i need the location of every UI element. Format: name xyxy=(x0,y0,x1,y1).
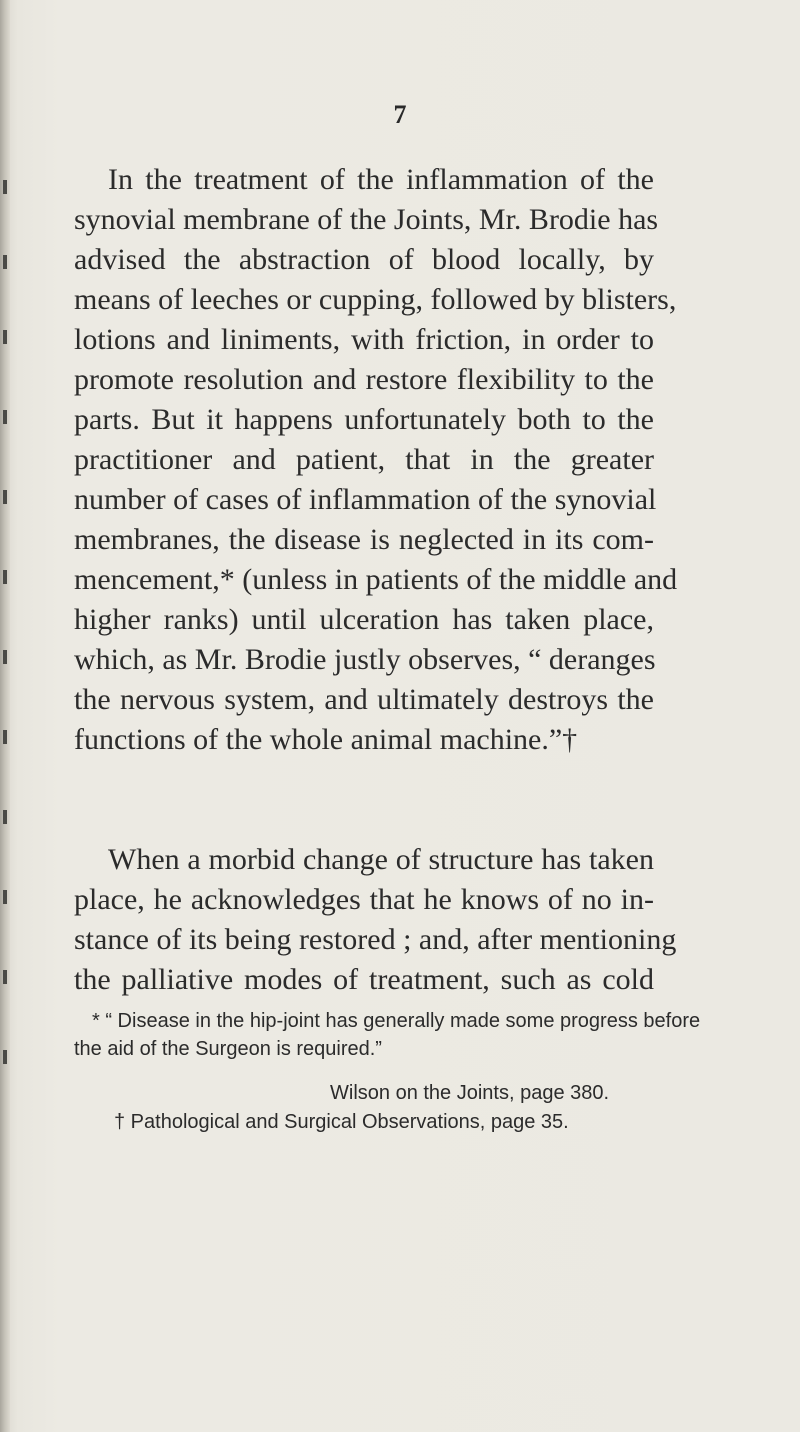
binding-mark xyxy=(3,180,7,194)
text-line: promote resolution and restore flexibility to the xyxy=(74,363,654,396)
text-line: practitioner and patient, that in the greater xyxy=(74,443,654,476)
binding-mark xyxy=(3,650,7,664)
binding-mark xyxy=(3,810,7,824)
binding-mark xyxy=(3,890,7,904)
text-line: functions of the whole animal machine.”† xyxy=(74,723,578,756)
text-line: synovial membrane of the Joints, Mr. Brodie has xyxy=(74,203,659,236)
binding-mark xyxy=(3,255,7,269)
text-line: When a morbid change of structure has taken xyxy=(108,843,654,876)
text-line: higher ranks) until ulceration has taken place, xyxy=(74,603,654,636)
text-line: which, as Mr. Brodie justly observes, “ deranges xyxy=(74,643,656,676)
binding-mark xyxy=(3,330,7,344)
page-number: 7 xyxy=(393,100,407,129)
footnote-text: † Pathological and Surgical Observations, page 35. xyxy=(114,1111,569,1133)
binding-mark xyxy=(3,730,7,744)
binding-mark xyxy=(3,410,7,424)
text-line: stance of its being restored ; and, after mentioning xyxy=(74,923,677,956)
text-line: membranes, the disease is neglected in its com- xyxy=(74,523,654,556)
text-line: number of cases of inflammation of the synovial xyxy=(74,483,657,516)
text-line: lotions and liniments, with friction, in order to xyxy=(74,323,654,356)
text-line: the palliative modes of treatment, such as cold xyxy=(74,963,654,996)
footnote-citation: Wilson on the Joints, page 380. xyxy=(330,1082,610,1104)
text-line: place, he acknowledges that he knows of no in- xyxy=(74,883,654,916)
footnote-text: the aid of the Surgeon is required.” xyxy=(74,1038,382,1060)
text-line: the nervous system, and ultimately destroys the xyxy=(74,683,654,716)
text-line: In the treatment of the inflammation of the xyxy=(108,163,654,196)
text-line: means of leeches or cupping, followed by blisters, xyxy=(74,283,677,316)
binding-mark xyxy=(3,970,7,984)
binding-mark xyxy=(3,490,7,504)
text-line: parts. But it happens unfortunately both to the xyxy=(74,403,654,436)
text-line: advised the abstraction of blood locally, by xyxy=(74,243,654,276)
footnote-text: * “ Disease in the hip-joint has generally made some progress before xyxy=(92,1010,701,1032)
binding-mark xyxy=(3,1050,7,1064)
binding-mark xyxy=(3,570,7,584)
page-binding-edge xyxy=(0,0,10,1432)
text-line: mencement,* (unless in patients of the middle and xyxy=(74,563,678,596)
